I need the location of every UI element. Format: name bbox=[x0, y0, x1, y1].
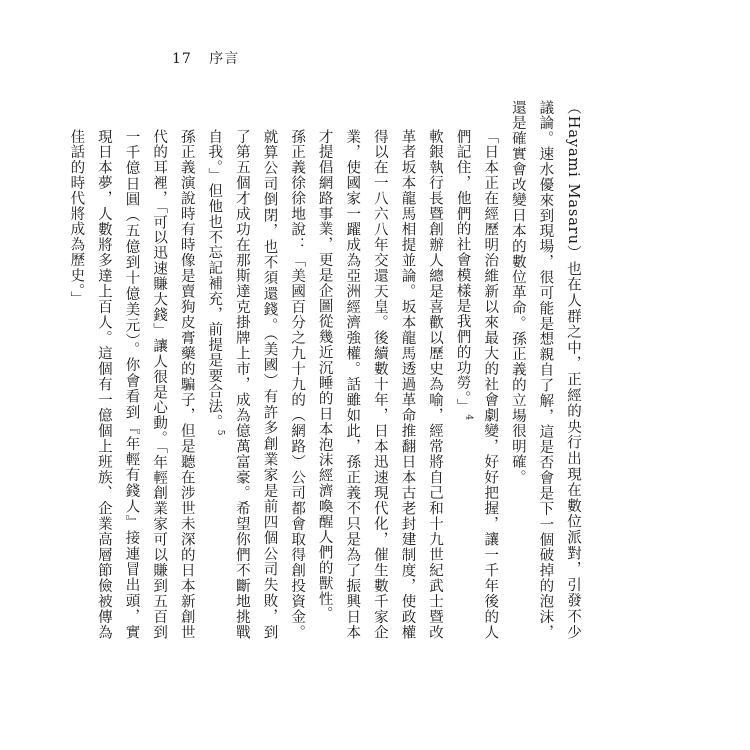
paragraph-5 bbox=[62, 100, 200, 640]
paragraph-3 bbox=[310, 100, 448, 640]
section-title: 序言 bbox=[209, 51, 240, 67]
paragraph-1-text: （Hayami Masaru）也在人群之中，正經的央行出現在數位派對，引發不少議論。速水優來到現場，很可能是想親自了解，這是否會是下一個破掉的泡沫，還是確實會改變日本的數位革命。孫正義的立場很明確。 bbox=[509, 100, 581, 640]
footnote-marker-5[interactable]: 5 bbox=[215, 429, 226, 437]
paragraph-3-text: 軟銀執行長暨創辦人總是喜歡以歷史為喻，經常將自己和十九世紀武士暨改革者坂本龍馬相提並論。坂本龍馬透過革命推翻日本古老封建制度，使政權得以在一八六八年交還天皇。後續數十年，日本迅速現代化，催生數千家企業，使國家一躍成為亞洲經濟強權。話雖如此，孫正義不只是為了振興日本才提倡網路事業，更是企圖從幾近沉睡的日本泡沫經濟喚醒人們的獸性。 bbox=[316, 129, 444, 640]
vertical-body-text bbox=[62, 100, 586, 640]
footnote-marker-4[interactable]: 4 bbox=[463, 414, 474, 421]
paragraph-4-text: 孫正義徐徐地說：「美國百分之九十九的（網路）公司都會取得創投資金。就算公司倒閉，也不須還錢。（美國）有許多創業家是前四個公司失敗，到了第五個才成功在那斯達克掛牌上市，成為億萬富豪。希望你們不斷地挑戰自我。」但他也不忘記補充，前提是要合法。 bbox=[206, 129, 306, 640]
paragraph-5-text: 孫正義演說時有時像是賣狗皮膏藥的騙子，但是聽在涉世未深的日本新創世代的耳裡，「可以迅速賺大錢」讓人很是心動。「年輕創業家可以賺到五百到一千億日圓（五億到十億美元）。你會看到『年輕有錢人』接連冒出頭，實現日本夢，人數將多達上百人。這個有一億個上班族、企業高層節儉被傳為佳話的時代將成為歷史。」 bbox=[68, 129, 195, 640]
paragraph-1 bbox=[503, 100, 586, 640]
page-number: 17 bbox=[172, 51, 192, 67]
paragraph-4 bbox=[200, 100, 310, 640]
paragraph-2-text: 「日本正在經歷明治維新以來最大的社會劇變，好好把握，讓一千年後的人們記住，他們的社會模樣是我們的功勞。」 bbox=[454, 129, 499, 640]
paragraph-2-quote bbox=[448, 100, 503, 640]
running-header bbox=[172, 48, 251, 68]
